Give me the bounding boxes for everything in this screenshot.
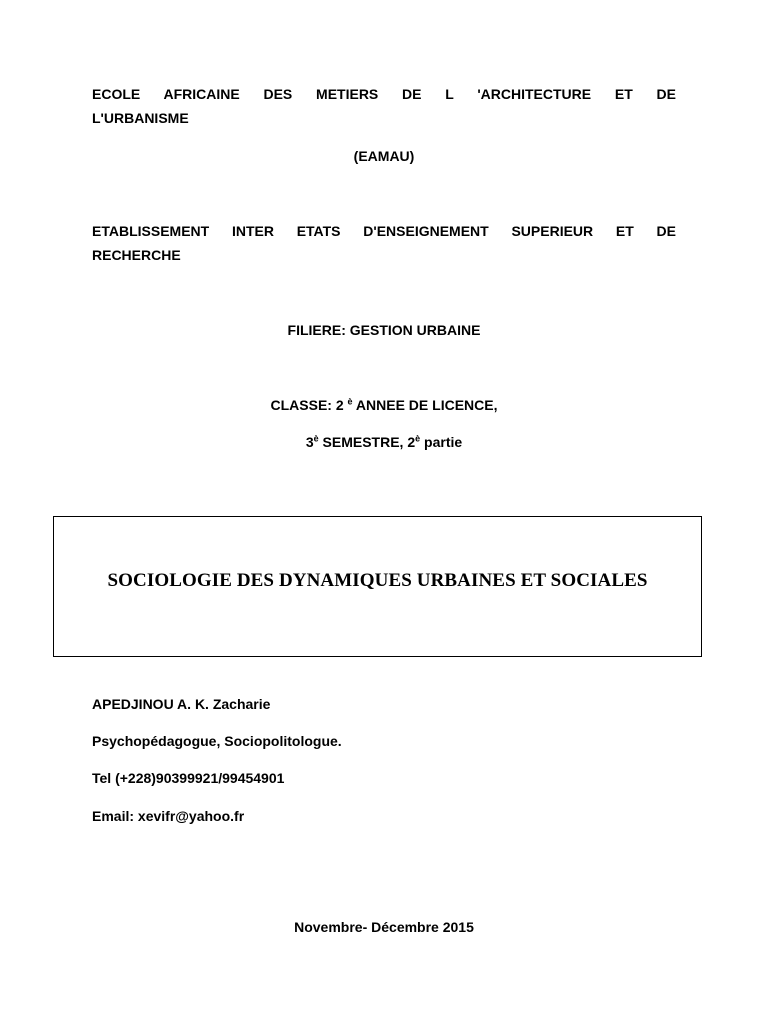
school-name-line1: ECOLE AFRICAINE DES METIERS DE L 'ARCHITECTURE ET DE — [92, 86, 676, 102]
document-date: Novembre- Décembre 2015 — [294, 919, 474, 935]
semestre-superscript: è — [313, 433, 319, 444]
course-title: SOCIOLOGIE DES DYNAMIQUES URBAINES ET SOCIALES — [107, 570, 648, 591]
classe-suffix: ANNEE DE LICENCE, — [352, 397, 498, 413]
author-tel: Tel (+228)90399921/99454901 — [92, 770, 285, 786]
classe-superscript: è — [347, 396, 353, 407]
school-acronym: (EAMAU) — [353, 148, 415, 164]
school-name — [92, 82, 676, 130]
classe-prefix: CLASSE: 2 — [270, 397, 348, 413]
course-title-box — [53, 516, 702, 657]
classe-line — [0, 393, 768, 417]
establishment-line1: ETABLISSEMENT INTER ETATS D'ENSEIGNEMENT SUPERIEUR ET DE — [92, 223, 676, 239]
semestre-line — [0, 430, 768, 454]
author-role: Psychopédagogue, Sociopolitologue. — [92, 733, 342, 749]
author-name: APEDJINOU A. K. Zacharie — [92, 696, 271, 712]
school-name-line2: L'URBANISME — [92, 110, 189, 126]
filiere-line: FILIERE: GESTION URBAINE — [287, 322, 481, 338]
semestre-number: 3 — [305, 434, 314, 450]
establishment-name — [92, 219, 676, 267]
semestre-mid: SEMESTRE, 2 — [318, 434, 416, 450]
partie-suffix: partie — [420, 434, 463, 450]
author-email: Email: xevifr@yahoo.fr — [92, 808, 245, 824]
partie-superscript: è — [415, 433, 421, 444]
establishment-line2: RECHERCHE — [92, 247, 181, 263]
